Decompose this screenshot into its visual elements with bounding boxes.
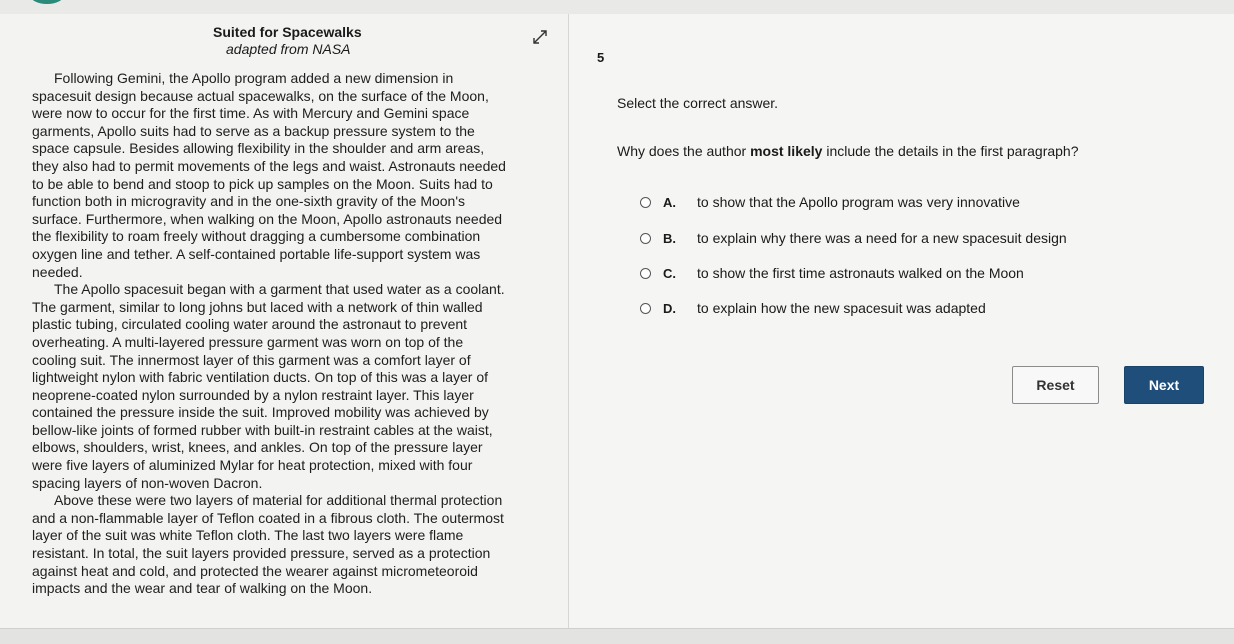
choice-letter: D. (663, 300, 676, 316)
choice-text: to show that the Apollo program was very innovative (697, 194, 1020, 210)
passage-subtitle: adapted from NASA (226, 41, 351, 57)
reset-button[interactable]: Reset (1012, 366, 1099, 404)
radio-button-a[interactable] (640, 197, 651, 208)
radio-button-d[interactable] (640, 303, 651, 314)
next-button[interactable]: Next (1124, 366, 1204, 404)
top-strip (0, 0, 1234, 14)
passage-paragraph-3: Above these were two layers of material for additional thermal protection and a non-flammable layer of Teflon coated in a fibrous cloth. The outermost layer of the suit was white Teflon cloth. The last two layers were flame resistant. In total, the suit layers provided pressure, served as a protection against heat and cold, and protected the wearer against micrometeoroid impacts and the wear and tear of walking on the Moon. (32, 492, 504, 597)
radio-button-c[interactable] (640, 268, 651, 279)
choice-text: to explain why there was a need for a new spacesuit design (697, 230, 1067, 246)
passage-text (32, 70, 552, 598)
answer-choice-d[interactable] (640, 299, 986, 317)
choice-text: to explain how the new spacesuit was adapted (697, 300, 986, 316)
question-instruction: Select the correct answer. (617, 95, 779, 111)
answer-choice-a[interactable] (640, 193, 1020, 211)
answer-choice-b[interactable] (640, 229, 1067, 247)
passage-paragraph-2: The Apollo spacesuit began with a garment that used water as a coolant. The garment, similar to long johns but laced with a network of thin walled plastic tubing, circulated cooling water around the astronaut to prevent overheating. A multi-layered pressure garment was worn on top of the cooling suit. The innermost layer of this garment was a comfort layer of lightweight nylon with fabric ventilation ducts. On top of this was a layer of neoprene-coated nylon surrounded by a nylon restraint layer. This layer contained the pressure inside the suit. Improved mobility was achieved by bellow-like joints of formed rubber with built-in restraint cables at the waist, elbows, shoulders, wrist, knees, and ankles. On top of the pressure layer were five layers of aluminized Mylar for heat protection, mixed with four spacing layers of non-woven Dacron. (32, 281, 505, 491)
passage-title: Suited for Spacewalks (213, 24, 362, 40)
radio-button-b[interactable] (640, 233, 651, 244)
choice-letter: A. (663, 194, 676, 210)
passage-paragraph-1: Following Gemini, the Apollo program added a new dimension in spacesuit design because actual spacewalks, on the surface of the Moon, were now to occur for the first time. As with Mercury and Gemini space garments, Apollo suits had to serve as a backup pressure system to the space capsule. Besides allowing flexibility in the shoulder and arm areas, they also had to permit movements of the legs and waist. Astronauts needed to be able to bend and stoop to pick up samples on the Moon. Suits had to function both in microgravity and in the one-sixth gravity of the Moon's surface. Furthermore, when walking on the Moon, Apollo astronauts needed the flexibility to roam freely without dragging a cumbersome combination oxygen line and tether. A self-contained portable life-support system was needed. (32, 70, 506, 280)
choice-letter: B. (663, 230, 676, 246)
answer-choice-c[interactable] (640, 264, 1024, 282)
bottom-bar (0, 628, 1234, 644)
expand-arrows-icon[interactable] (529, 26, 551, 48)
question-number: 5 (597, 50, 605, 65)
choice-letter: C. (663, 265, 676, 281)
question-prompt: Why does the author most likely include the details in the first paragraph? (617, 143, 1079, 159)
choice-text: to show the first time astronauts walked on the Moon (697, 265, 1024, 281)
